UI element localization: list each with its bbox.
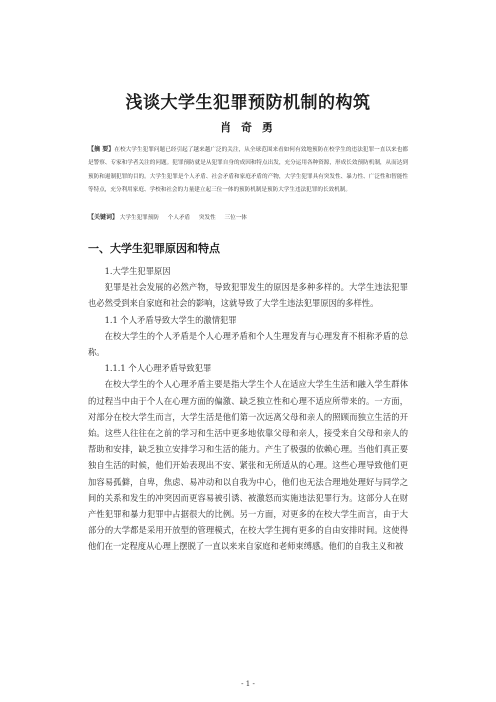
page-number: - 1 -	[241, 680, 255, 688]
keywords-label: 【关键词】	[88, 214, 119, 221]
abstract-block	[88, 143, 408, 198]
paragraph: 在校大学生的个人矛盾是个人心理矛盾和个人生理发育与心理发育不相称矛盾的总称。	[88, 330, 408, 358]
section-heading: 一、大学生犯罪原因和特点	[88, 242, 220, 255]
subheading-1-1: 1.1 个人矛盾导致大学生的激情犯罪	[104, 314, 237, 325]
keyword: 突发性	[198, 215, 216, 221]
paragraph: 在校大学生的个人心理矛盾主要是指大学生个人在适应大学生生活和融入学生群体的过程当中由于个人在心理方面的偏激、缺乏独立性和心理不适应所带来的。一方面，对部分在校大学生而言，大学生活是他们第一次远离父母和亲人的照顾而独立生活的开始。这些人往往在之前的学习和生活中更多地依靠父母和亲人，接受来自父母和亲人的帮助和安排，缺乏独立安排学习和生活的能力。产生了极强的依赖心理。当他们真正要独自生活的时候，他们开始表现出不安、紧张和无所适从的心理。这些心理导致他们更加容易孤僻，自卑，焦虑、易冲动和以自我为中心，他们也无法合理地处理好与同学之间的关系和发生的冲突因而更容易被引诱、被激怒而实施违法犯罪行为。这部分人在财产性犯罪和暴力犯罪中占据很大的比例。另一方面，对更多的在校大学生而言，由于大部分的大学都是采用开放型的管理模式，在校大学生拥有更多的自由安排时间。这使得他们在一定程度从心理上摆脱了一直以来来自家庭和老师束缚感。他们的自我主义和被	[88, 379, 408, 552]
document-title: 浅谈大学生犯罪预防机制的构筑	[125, 93, 371, 113]
author-name: 肖 奇 勇	[220, 121, 276, 134]
keyword: 三位一体	[224, 215, 247, 221]
abstract-label: 【摘 要】	[88, 146, 115, 153]
keyword: 大学生犯罪预防	[119, 215, 159, 221]
keywords-block	[88, 212, 408, 224]
subheading-1-1-1: 1.1.1 个人心理矛盾导致犯罪	[104, 363, 212, 374]
abstract-text: 在校大学生犯罪问题已经引起了越来越广泛的关注，从全球范围来看如何有效地预防在校学生的违法犯罪一直以来也都是警察、专家和学者关注的问题。犯罪预防就是从犯罪自身的成因和特点出发，充分运用各种资源，形成长效预防机制，从而达到预防和遏制犯罪的目的。大学生犯罪是个人矛盾、社会矛盾和家庭矛盾的产物，大学生犯罪具有突发性、暴力性、广泛性和智能性等特点，充分利用家庭、学校和社会的力量建立起三位一体的预防机制是预防大学生违法犯罪的长效机制。	[88, 147, 408, 194]
body-text	[88, 263, 408, 555]
keyword: 个人矛盾	[167, 215, 191, 221]
subheading-1: 1.大学生犯罪原因	[104, 266, 171, 276]
paragraph: 犯罪是社会发展的必然产物，导致犯罪发生的原因是多种多样的。大学生违法犯罪也必然受到来自家庭和社会的影响，这就导致了大学生违法犯罪原因的多样性。	[88, 282, 408, 309]
